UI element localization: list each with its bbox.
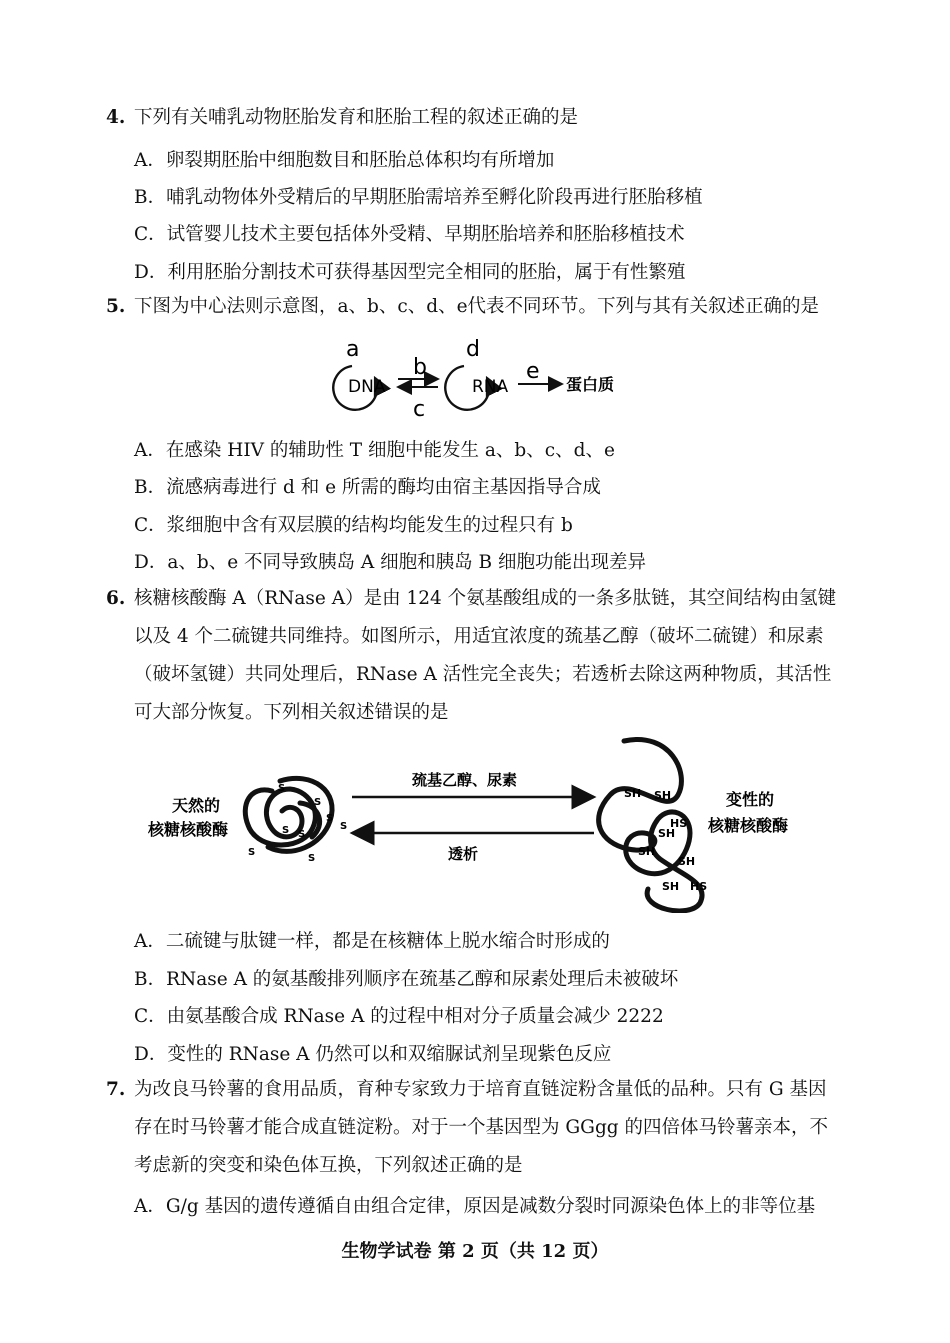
sh-group-1: SH: [624, 787, 642, 800]
disulfide-s-6: S: [340, 821, 348, 832]
question-stem-line-1: 为改良马铃薯的食用品质，育种专家致力于培育直链淀粉含量低的品种。只有 G 基因: [134, 1079, 827, 1100]
question-stem-line-3: 考虑新的突变和染色体互换，下列叙述正确的是: [134, 1155, 523, 1176]
denature-agent-label: 巯基乙醇、尿素: [412, 771, 518, 789]
q5-option-d: D．a、b、e 不同导致胰岛 A 细胞和胰岛 B 细胞功能出现差异: [134, 552, 647, 573]
question-stem-line-4: 可大部分恢复。下列相关叙述错误的是: [134, 702, 449, 723]
native-label-2: 核糖核酸酶: [148, 820, 229, 839]
hs-group-2: HS: [690, 880, 708, 893]
q5-option-a: A．在感染 HIV 的辅助性 T 细胞中能发生 a、b、c、d、e: [134, 440, 615, 461]
rna-label: RNA: [472, 377, 509, 397]
sh-group-2: SH: [654, 789, 672, 802]
q7-option-a: A．G/g 基因的遗传遵循自由组合定律，原因是减数分裂时同源染色体上的非等位基: [134, 1196, 816, 1217]
disulfide-s-3: S: [326, 813, 334, 824]
native-label-1: 天然的: [172, 796, 221, 815]
question-4: [106, 99, 866, 137]
sh-group-3: SH: [658, 827, 676, 840]
q4-option-c: C．试管婴儿技术主要包括体外受精、早期胚胎培养和胚胎移植技术: [134, 224, 685, 245]
question-stem-line-2: 存在时马铃薯才能合成直链淀粉。对于一个基因型为 GGgg 的四倍体马铃薯亲本，不: [134, 1117, 829, 1138]
q6-option-b: B．RNase A 的氨基酸排列顺序在巯基乙醇和尿素处理后未被破坏: [134, 969, 679, 990]
disulfide-s-4: S: [282, 825, 290, 836]
q6-option-a: A．二硫键与肽键一样，都是在核糖体上脱水缩合时形成的: [134, 931, 610, 952]
q4-option-d: D．利用胚胎分割技术可获得基因型完全相同的胚胎，属于有性繁殖: [134, 262, 686, 283]
disulfide-s-7: S: [248, 847, 256, 858]
disulfide-s-2: S: [314, 797, 322, 808]
question-number: 4.: [106, 107, 126, 128]
hs-group-1: HS: [670, 817, 688, 830]
q6-option-c: C．由氨基酸合成 RNase A 的过程中相对分子质量会减少 2222: [134, 1006, 664, 1027]
q5-option-c: C．浆细胞中含有双层膜的结构均能发生的过程只有 b: [134, 515, 573, 536]
label-c: c: [413, 397, 426, 422]
question-stem-line-3: （破坏氢键）共同处理后，RNase A 活性完全丧失；若透析去除这两种物质，其活性: [134, 664, 832, 685]
sh-group-5: SH: [678, 855, 696, 868]
denatured-label-2: 核糖核酸酶: [708, 816, 789, 835]
q5-option-b: B．流感病毒进行 d 和 e 所需的酶均由宿主基因指导合成: [134, 477, 601, 498]
question-number: 7.: [106, 1079, 126, 1100]
question-number: 5.: [106, 296, 126, 317]
q4-option-a: A．卵裂期胚胎中细胞数目和胚胎总体积均有所增加: [134, 150, 555, 171]
central-dogma-diagram: [320, 330, 640, 425]
disulfide-s-1: S: [278, 783, 286, 794]
denatured-label-1: 变性的: [726, 790, 775, 809]
sh-group-6: SH: [662, 880, 680, 893]
label-d: d: [466, 337, 480, 362]
dna-label: DNA: [348, 377, 386, 397]
label-a: a: [346, 337, 360, 362]
dialysis-label: 透析: [448, 845, 479, 863]
rnase-denaturation-diagram: [130, 733, 820, 913]
label-b: b: [413, 355, 427, 380]
question-7: [106, 1071, 866, 1185]
q4-option-b: B．哺乳动物体外受精后的早期胚胎需培养至孵化阶段再进行胚胎移植: [134, 187, 703, 208]
page-footer: 生物学试卷 第 2 页（共 12 页）: [341, 1241, 609, 1262]
question-5: [106, 288, 866, 326]
question-stem: 下列有关哺乳动物胚胎发育和胚胎工程的叙述正确的是: [134, 107, 579, 128]
native-enzyme-structure: [245, 778, 332, 851]
question-stem: 下图为中心法则示意图，a、b、c、d、e代表不同环节。下列与其有关叙述正确的是: [134, 296, 820, 317]
disulfide-s-5: S: [298, 829, 306, 840]
q6-option-d: D．变性的 RNase A 仍然可以和双缩脲试剂呈现紫色反应: [134, 1044, 612, 1065]
disulfide-s-8: S: [308, 853, 316, 864]
question-stem-line-1: 核糖核酸酶 A（RNase A）是由 124 个氨基酸组成的一条多肽链，其空间结构由氢键: [134, 588, 837, 609]
question-number: 6.: [106, 588, 126, 609]
label-e: e: [526, 359, 540, 384]
sh-group-4: SH: [638, 845, 656, 858]
question-stem-line-2: 以及 4 个二硫键共同维持。如图所示，用适宜浓度的巯基乙醇（破坏二硫键）和尿素: [134, 626, 824, 647]
protein-label: 蛋白质: [566, 375, 615, 394]
question-6: [106, 580, 866, 732]
